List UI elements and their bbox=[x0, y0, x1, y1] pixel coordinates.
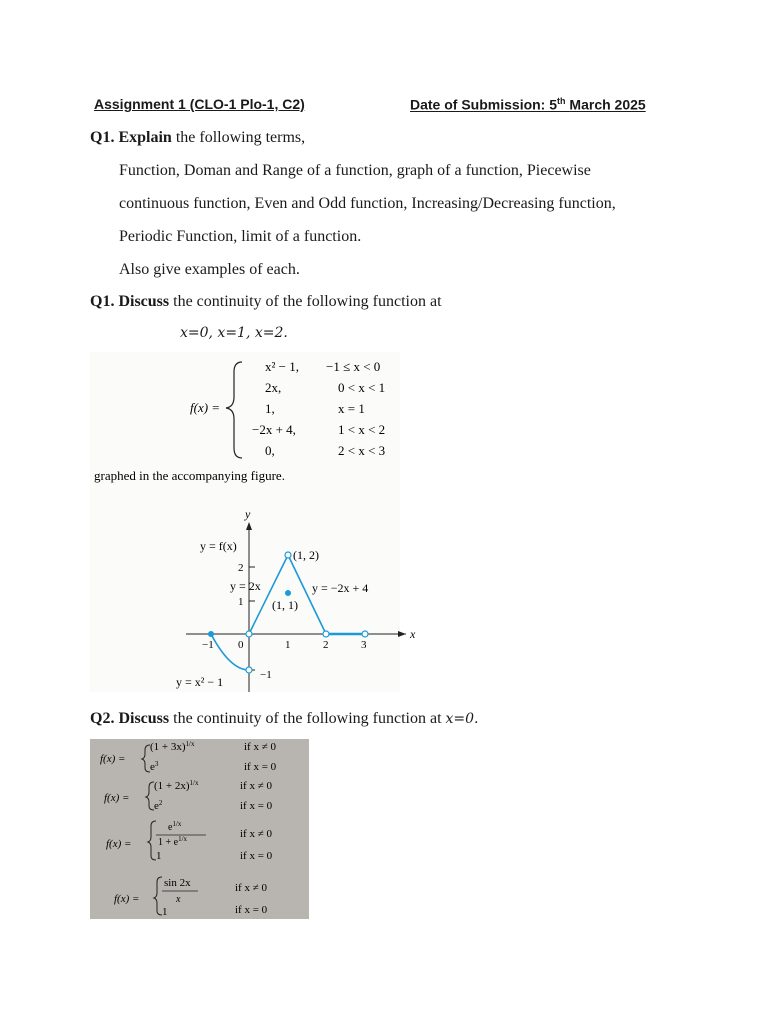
f4-cond2: if x = 0 bbox=[235, 904, 268, 916]
case-2-cond: 0 < x < 1 bbox=[338, 380, 386, 395]
label-neg2x: y = −2x + 4 bbox=[312, 581, 369, 595]
case-5-expr: 0, bbox=[265, 443, 275, 458]
x-tick-label-2: 2 bbox=[323, 639, 329, 651]
f1-cond2: if x = 0 bbox=[244, 761, 277, 773]
f2-lhs: f(x) = bbox=[104, 792, 130, 804]
piecewise-figure bbox=[90, 352, 416, 692]
assignment-title: Assignment 1 (CLO-1 Plo-1, C2) bbox=[94, 96, 305, 112]
f2-bottom-base: e bbox=[154, 800, 159, 812]
q1-discuss-num: Q1. Discuss bbox=[90, 293, 170, 310]
q1-explain-heading bbox=[90, 129, 305, 147]
submission-date bbox=[410, 96, 646, 113]
point-neg1-0 bbox=[208, 631, 214, 637]
q1-points: x=0, x=1, x=2. bbox=[180, 325, 288, 341]
f3-den-base: 1 + e bbox=[158, 837, 179, 848]
y-axis-label: y bbox=[245, 507, 251, 521]
x-axis-label: x bbox=[410, 627, 416, 641]
f3-num bbox=[168, 820, 182, 833]
f2-cond1: if x ≠ 0 bbox=[240, 780, 273, 792]
f2-top-exp: 1/x bbox=[189, 779, 199, 787]
q1-term-line-1: Function, Doman and Range of a function, graph of a function, Piecewise bbox=[119, 162, 591, 179]
y-tick-label-neg1: −1 bbox=[260, 669, 272, 681]
label-2x: y = 2x bbox=[230, 579, 261, 593]
f1-bottom-base: e bbox=[150, 761, 155, 773]
date-prefix: Date of Submission: 5 bbox=[410, 96, 558, 113]
point-1-1 bbox=[285, 590, 291, 596]
case-2-expr: 2x, bbox=[265, 380, 282, 395]
f1-brace bbox=[142, 745, 150, 772]
label-point-1-2: (1, 2) bbox=[293, 548, 319, 562]
point-3-0-open bbox=[362, 631, 368, 637]
case-3-expr: 1, bbox=[265, 401, 275, 416]
q1-term-line-2: continuous function, Even and Odd function, Increasing/Decreasing function, bbox=[119, 195, 616, 212]
x-tick-label-1: 1 bbox=[285, 639, 291, 651]
f4-cond1: if x ≠ 0 bbox=[235, 882, 268, 894]
f3-num-exp: 1/x bbox=[172, 820, 182, 828]
y-tick-label-1: 1 bbox=[238, 596, 244, 608]
f1-top bbox=[150, 740, 195, 753]
f4-den: x bbox=[176, 894, 181, 905]
x-tick-label-3: 3 bbox=[361, 639, 367, 651]
f1-bottom-exp: 3 bbox=[154, 760, 159, 768]
f1-bottom bbox=[150, 760, 159, 773]
case-1-expr: x² − 1, bbox=[265, 359, 299, 374]
case-4-expr: −2x + 4, bbox=[252, 422, 296, 437]
f1-cond1: if x ≠ 0 bbox=[244, 741, 277, 753]
f3-den-exp: 1/x bbox=[178, 835, 188, 843]
q2-functions-photo bbox=[90, 739, 309, 919]
graph-caption: graphed in the accompanying figure. bbox=[94, 468, 285, 483]
f2-bottom-exp: 2 bbox=[158, 799, 163, 807]
f2-brace bbox=[146, 782, 154, 810]
f3-cond1: if x ≠ 0 bbox=[240, 828, 273, 840]
y-tick-label-2: 2 bbox=[238, 562, 244, 574]
x-tick-label-0: 0 bbox=[238, 639, 244, 651]
label-fx: y = f(x) bbox=[200, 539, 237, 553]
f1-top-base: (1 + 3x) bbox=[150, 741, 186, 753]
f3-den bbox=[158, 835, 188, 848]
x-tick-label-neg1: −1 bbox=[202, 639, 214, 651]
f4-lhs: f(x) = bbox=[114, 893, 140, 905]
x-axis-arrow bbox=[398, 631, 406, 637]
case-3-cond: x = 1 bbox=[338, 401, 365, 416]
f2-top-base: (1 + 2x) bbox=[154, 780, 190, 792]
case-5-cond: 2 < x < 3 bbox=[338, 443, 386, 458]
f1-lhs: f(x) = bbox=[100, 753, 126, 765]
f4-bottom: 1 bbox=[162, 906, 168, 918]
f1-top-exp: 1/x bbox=[185, 740, 195, 748]
q2-intro: the continuity of the following function at bbox=[173, 710, 442, 727]
q2-heading bbox=[90, 710, 479, 728]
f2-cond2: if x = 0 bbox=[240, 800, 273, 812]
f4-num: sin 2x bbox=[164, 877, 191, 889]
func-brace bbox=[226, 362, 242, 458]
piecewise-svg bbox=[90, 352, 416, 692]
case-4-cond: 1 < x < 2 bbox=[338, 422, 386, 437]
f4-brace bbox=[154, 877, 162, 915]
q2-point: x=0. bbox=[445, 711, 479, 727]
q1-term-line-3: Periodic Function, limit of a function. bbox=[119, 228, 362, 245]
case-1-cond: −1 ≤ x < 0 bbox=[326, 359, 381, 374]
date-suffix: March 2025 bbox=[569, 96, 646, 113]
label-x2: y = x² − 1 bbox=[176, 675, 224, 689]
label-point-1-1: (1, 1) bbox=[272, 598, 298, 612]
point-2-0-open bbox=[323, 631, 329, 637]
f3-lhs: f(x) = bbox=[106, 838, 132, 850]
q1-discuss-intro: the continuity of the following function at bbox=[173, 293, 442, 310]
date-sup: th bbox=[557, 96, 566, 106]
q1-explain-num: Q1. Explain bbox=[90, 129, 172, 146]
point-0-0-open bbox=[246, 631, 252, 637]
q2-functions-svg bbox=[90, 739, 309, 919]
f3-brace bbox=[148, 821, 156, 860]
q1-term-line-4: Also give examples of each. bbox=[119, 261, 300, 278]
q1-explain-intro: the following terms, bbox=[175, 129, 306, 146]
f3-bottom: 1 bbox=[156, 850, 162, 862]
f2-bottom bbox=[154, 799, 163, 812]
q2-num: Q2. Discuss bbox=[90, 710, 170, 727]
point-1-2-open bbox=[285, 552, 291, 558]
f3-num-base: e bbox=[168, 822, 173, 833]
q1-discuss-heading bbox=[90, 293, 442, 311]
point-0-neg1-open bbox=[246, 667, 252, 673]
func-lhs: f(x) = bbox=[190, 400, 221, 415]
f2-top bbox=[154, 779, 199, 792]
f3-cond2: if x = 0 bbox=[240, 850, 273, 862]
y-axis-arrow bbox=[246, 522, 252, 530]
